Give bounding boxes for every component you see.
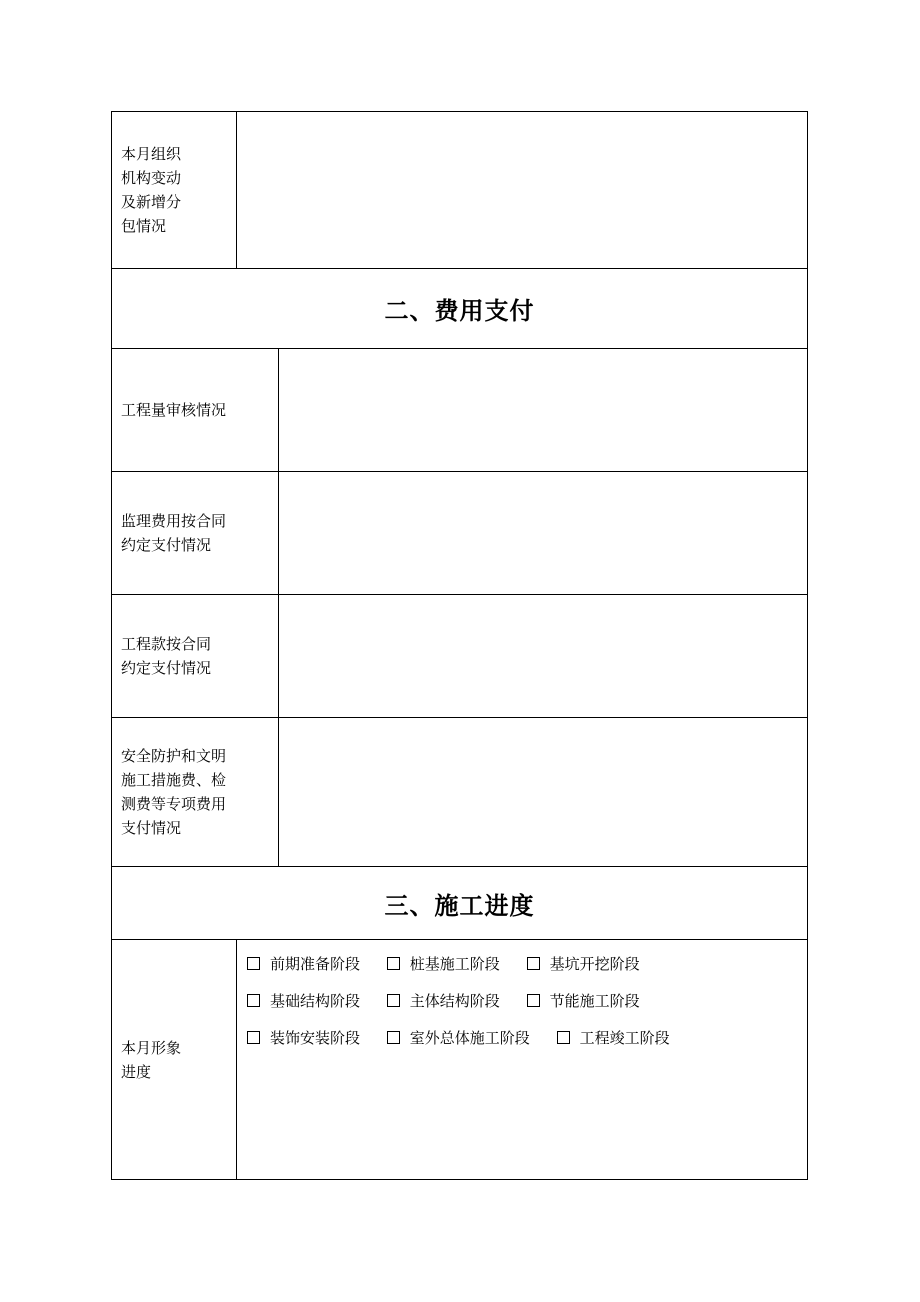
- special-fee-content[interactable]: [279, 718, 808, 867]
- section-two-header-row: [112, 269, 808, 349]
- checkbox-icon[interactable]: [557, 1031, 570, 1044]
- label-line: 及新增分: [121, 193, 182, 211]
- project-payment-label: [112, 595, 279, 718]
- label-line: 本月形象: [121, 1038, 182, 1057]
- label-line: 施工措施费、检: [121, 771, 227, 789]
- option-energy-saving-stage[interactable]: [527, 989, 640, 1013]
- quantity-review-label: [112, 349, 279, 472]
- option-decoration-stage[interactable]: [247, 1026, 360, 1050]
- checkbox-icon[interactable]: [387, 994, 400, 1007]
- fee-row: [112, 595, 808, 718]
- label-line: 监理费用按合同: [121, 512, 227, 530]
- checkbox-icon[interactable]: [247, 957, 260, 970]
- supervision-fee-content[interactable]: [279, 472, 808, 595]
- option-label: 室外总体施工阶段: [409, 1029, 530, 1047]
- fee-row: [112, 349, 808, 472]
- org-change-content[interactable]: [237, 112, 808, 269]
- label-line: 测费等专项费用: [121, 795, 227, 813]
- org-change-row: [112, 112, 808, 269]
- supervision-fee-label: [112, 472, 279, 595]
- option-label: 工程竣工阶段: [579, 1029, 670, 1047]
- option-label: 前期准备阶段: [270, 955, 361, 973]
- fee-row: [112, 718, 808, 867]
- option-row: [247, 952, 807, 989]
- special-fee-label: [112, 718, 279, 867]
- label-line: 安全防护和文明: [121, 747, 227, 765]
- option-main-structure-stage[interactable]: [387, 989, 500, 1013]
- label-line: 约定支付情况: [121, 536, 212, 554]
- checkbox-icon[interactable]: [527, 957, 540, 970]
- option-prep-stage[interactable]: [247, 952, 360, 976]
- progress-row: [112, 940, 808, 1180]
- checkbox-icon[interactable]: [527, 994, 540, 1007]
- option-label: 桩基施工阶段: [409, 955, 500, 973]
- label-line: 工程款按合同: [121, 635, 212, 653]
- checkbox-icon[interactable]: [387, 1031, 400, 1044]
- option-row: [247, 1026, 807, 1063]
- option-outdoor-stage[interactable]: [387, 1026, 530, 1050]
- quantity-review-content[interactable]: [279, 349, 808, 472]
- fee-row: [112, 472, 808, 595]
- label-line: 进度: [121, 1062, 152, 1081]
- checkbox-icon[interactable]: [247, 994, 260, 1007]
- option-pile-stage[interactable]: [387, 952, 500, 976]
- label-line: 约定支付情况: [121, 659, 212, 677]
- label-line: 机构变动: [121, 169, 182, 187]
- label-line: 包情况: [121, 217, 167, 235]
- label-line: 支付情况: [121, 819, 182, 837]
- option-label: 节能施工阶段: [549, 992, 640, 1010]
- org-change-label: [112, 112, 237, 269]
- label-line: 本月组织: [121, 145, 182, 163]
- option-foundation-stage[interactable]: [247, 989, 360, 1013]
- option-row: [247, 989, 807, 1026]
- option-label: 主体结构阶段: [409, 992, 500, 1010]
- section-three-header-row: [112, 867, 808, 940]
- section-two-title: 二、费用支付: [112, 269, 808, 349]
- report-form-table: [111, 111, 808, 1180]
- progress-options: [237, 940, 808, 1180]
- section-three-title: 三、施工进度: [112, 867, 808, 940]
- option-label: 装饰安装阶段: [270, 1029, 361, 1047]
- option-label: 基础结构阶段: [270, 992, 361, 1010]
- checkbox-icon[interactable]: [247, 1031, 260, 1044]
- project-payment-content[interactable]: [279, 595, 808, 718]
- option-label: 基坑开挖阶段: [549, 955, 640, 973]
- option-excavation-stage[interactable]: [527, 952, 640, 976]
- label-line: 工程量审核情况: [121, 401, 227, 419]
- checkbox-icon[interactable]: [387, 957, 400, 970]
- progress-label: [112, 940, 237, 1180]
- option-completion-stage[interactable]: [557, 1026, 670, 1050]
